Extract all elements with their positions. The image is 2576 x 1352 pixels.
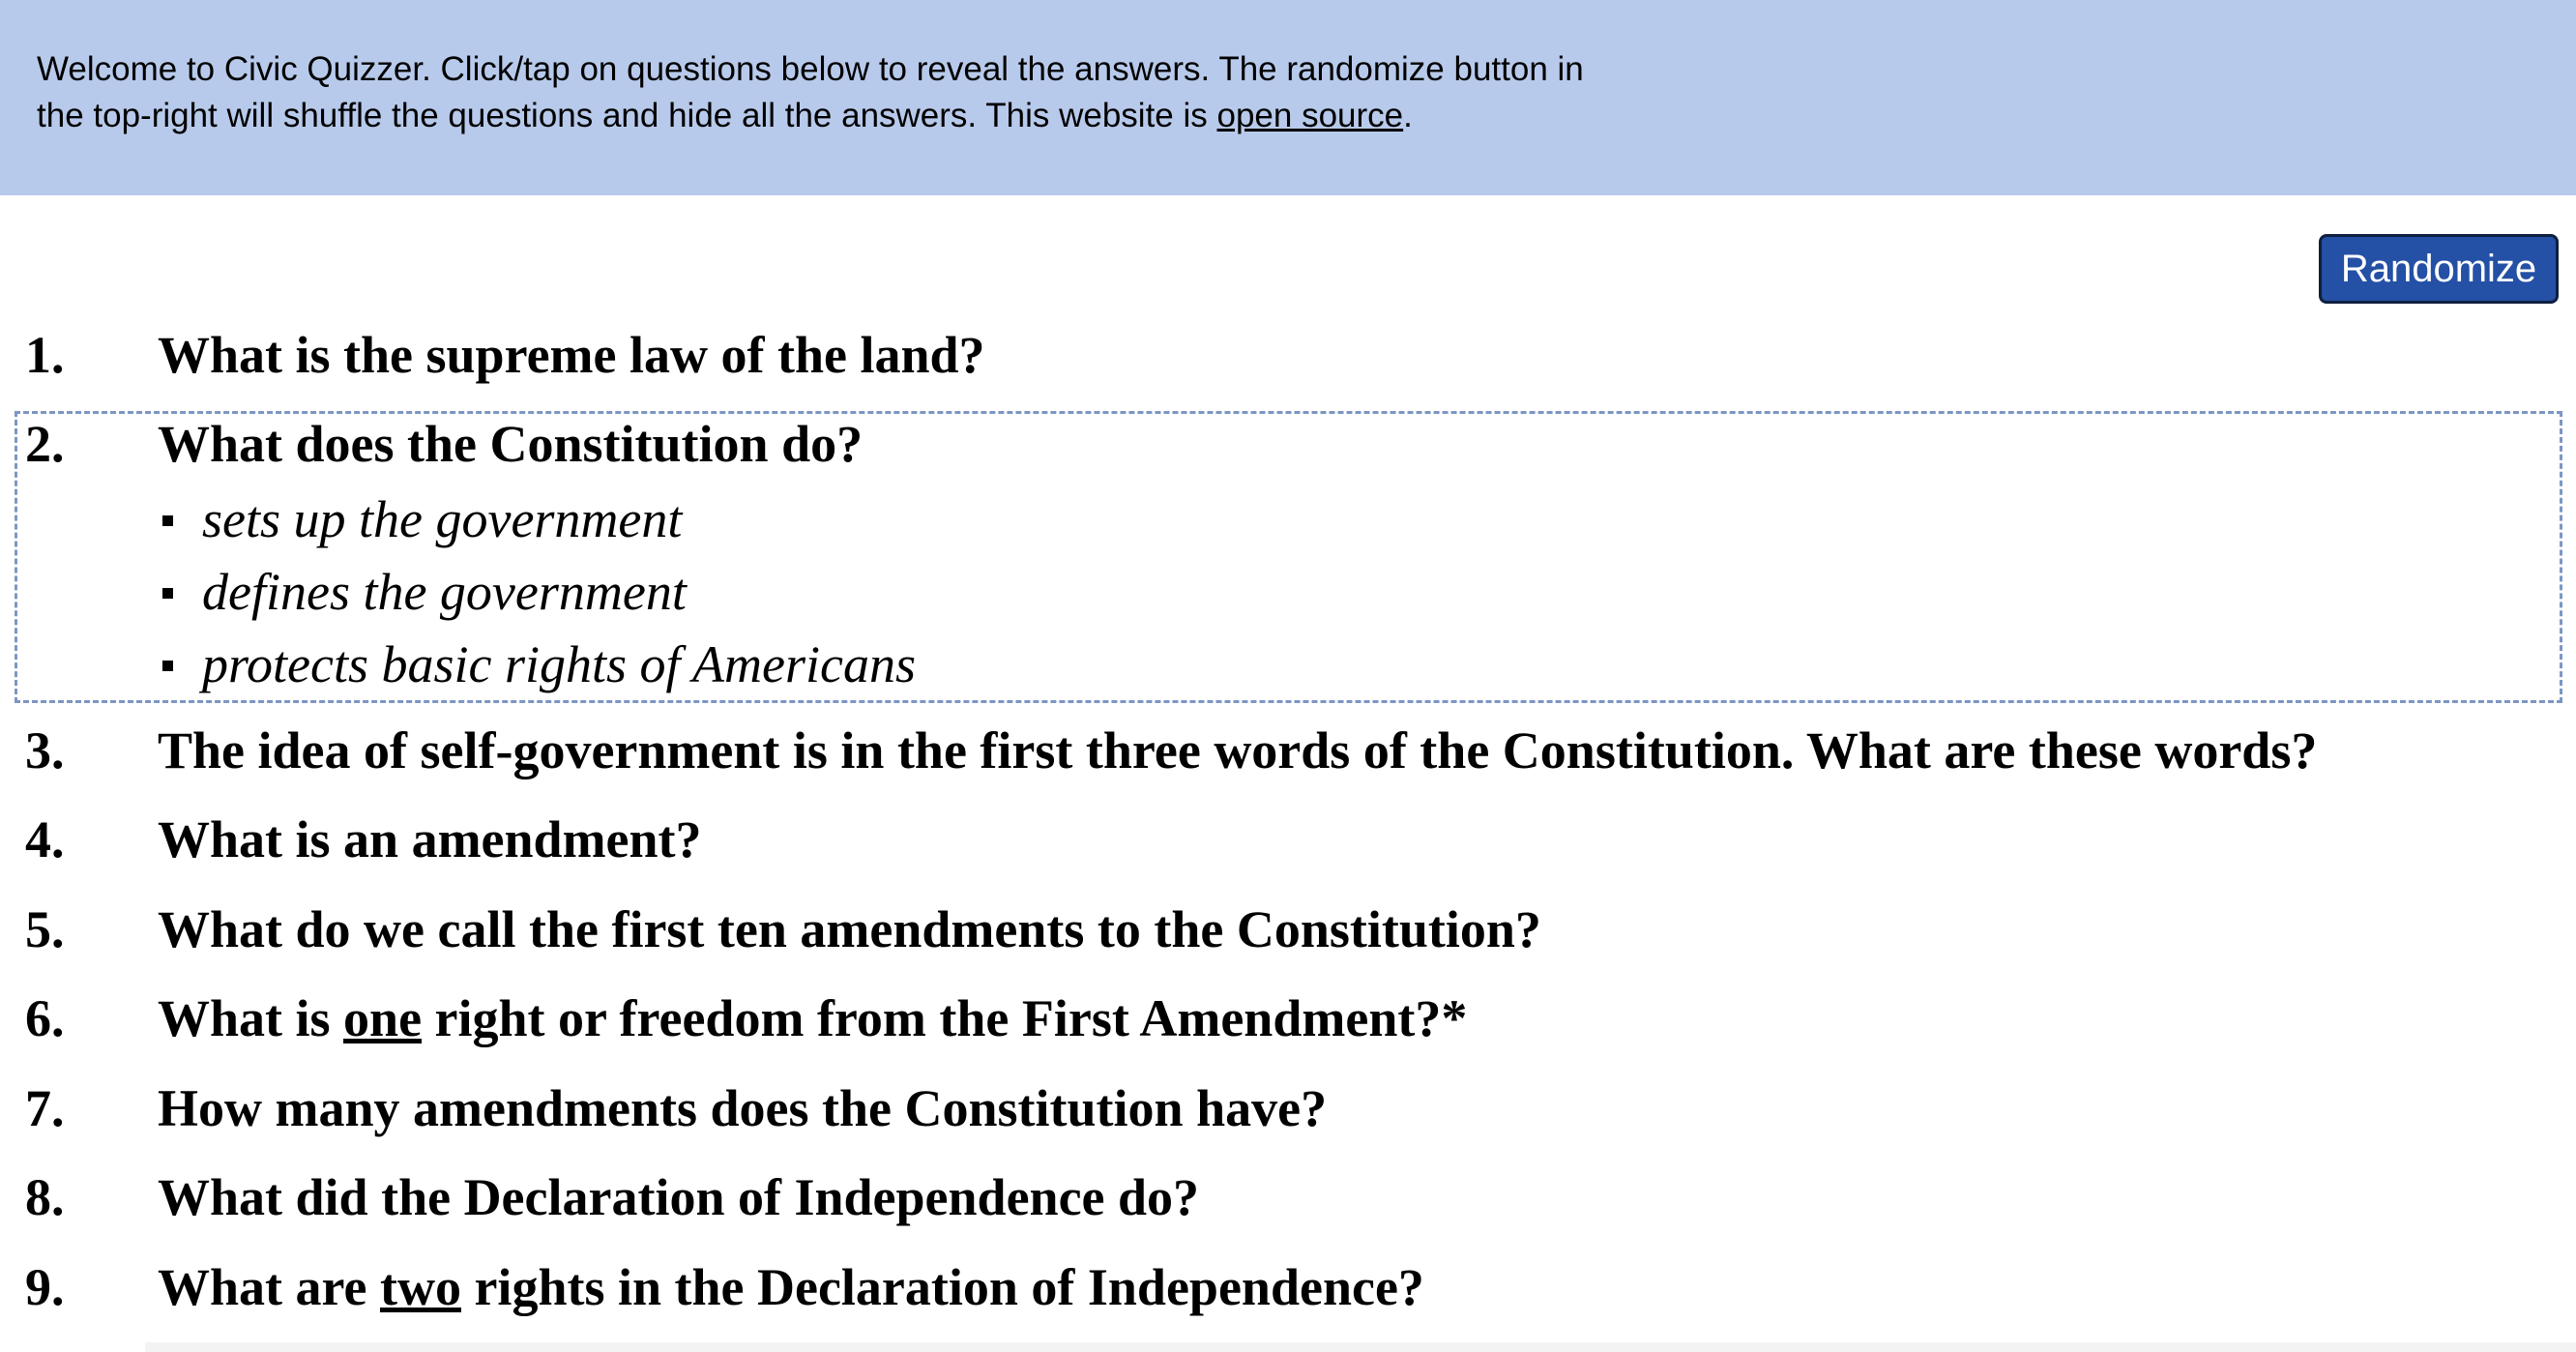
question-text: The idea of self-government is in the first three words of the Constitution. What are these words? (158, 721, 2318, 779)
question-text: What is the supreme law of the land? (158, 326, 985, 384)
welcome-intro: Welcome to Civic Quizzer. Click/tap on questions below to reveal the answers. The randomize button in the top-right will shuffle the questions and hide all the answers. This website is (37, 50, 1584, 134)
answer-item: sets up the government (158, 484, 916, 556)
question-text: What do we call the first ten amendments to the Constitution? (158, 900, 1541, 958)
question-number: 3. (25, 721, 65, 779)
question-number: 6. (25, 989, 65, 1047)
welcome-end: . (1403, 97, 1413, 134)
question-number: 4. (25, 810, 65, 868)
randomize-button[interactable]: Randomize (2319, 234, 2559, 304)
question-text: What are two rights in the Declaration of Independence? (158, 1258, 1424, 1316)
question-text: What does the Constitution do? (158, 415, 864, 473)
question-text: What did the Declaration of Independence do? (158, 1168, 1200, 1226)
question-text: How many amendments does the Constitution have? (158, 1079, 1328, 1137)
answer-item: defines the government (158, 556, 916, 629)
question-number: 7. (25, 1079, 65, 1137)
open-source-link[interactable]: open source (1216, 97, 1404, 134)
welcome-banner (0, 0, 2576, 195)
question-number: 5. (25, 900, 65, 958)
question-number: 8. (25, 1168, 65, 1226)
question-number: 1. (25, 326, 65, 384)
welcome-text (37, 46, 1623, 139)
question-number: 9. (25, 1258, 65, 1316)
question-number: 2. (25, 415, 65, 473)
question-text: What is an amendment? (158, 810, 702, 868)
page-bottom-edge (145, 1342, 2576, 1352)
question-text: What is one right or freedom from the First Amendment?* (158, 989, 1468, 1047)
answer-item: protects basic rights of Americans (158, 629, 916, 701)
